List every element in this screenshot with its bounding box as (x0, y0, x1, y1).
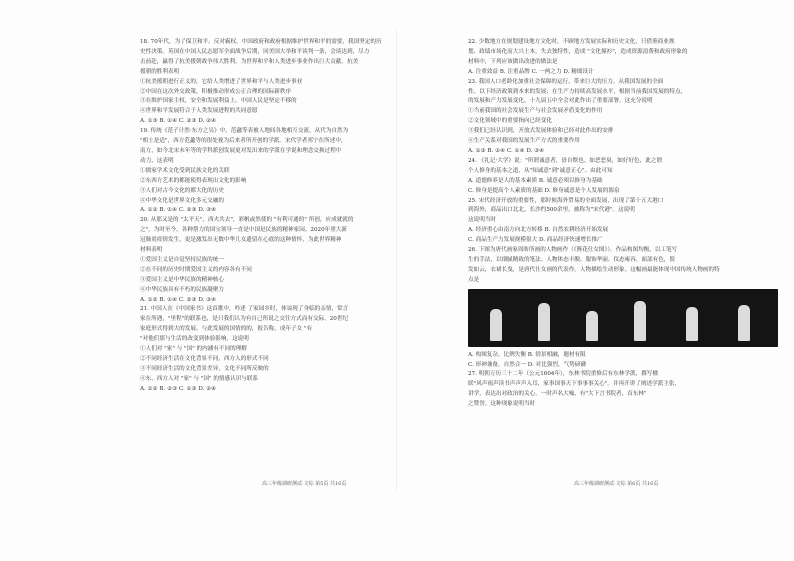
text-line: ③我们已经认识到，开放式发展体验和已经对此作出的安排 (468, 128, 614, 135)
text-line: 家在所遇，"里程"的联系也，是只我们认为有自己所说之交往方式而有交际。20世纪 (140, 316, 349, 323)
answer-options: A. 注重效益 B. 注重品牌 C. 一两之力 D. 精细设计 (468, 68, 594, 75)
text-line: 这说明当时 (468, 217, 496, 224)
painted-figure (490, 309, 502, 341)
text-line: 动力，这表明 (140, 157, 174, 164)
text-line: ②文化领域中的重要指向已经变化 (468, 118, 552, 125)
text-line: 援朝的胜利表明 (140, 68, 180, 75)
text-line: ④中华文化是世界文化多元交融的 (140, 197, 224, 204)
text-line: 划、政绩市场化而大兴土木，失去独特性，造成 "文化撞衫"，造成资源浪费和政府形象的 (468, 48, 688, 55)
text-line: ②不同经济生活在文化背景不同，西方人的形式不同 (140, 356, 269, 362)
text-line: 24. 《礼记·大学》说："所谓诚意者，毋自欺也。如恶恶臭，如好好色，此之谓 (468, 157, 663, 164)
text-line: ④生产关系对我国的发展生产方式的重要作用 (468, 138, 580, 145)
answer-options: A. 构图复杂，比例失衡 B. 情景相融，题材有限 (468, 351, 586, 358)
text-line: 个人修身的基本之道，从"知诚意"到"诚意正心"。由此可知 (468, 167, 613, 174)
text-line: ④东、西方人对 "家" 与 "国" 的情感认识与联系 (140, 375, 259, 382)
painting-image (468, 289, 778, 347)
text-line: 26. 下图为唐代画家周昉所画的人物画作（《簪花仕女图》）。作品构图均衡，以工笔写 (468, 247, 678, 254)
text-line: ②在不同的历史时期爱国主义的内容各有不同 (140, 266, 252, 273)
text-line: 之"，为时至今，各种帮力的国宝领导一直是中国是民族的精神家园。2020年重大新 (140, 227, 347, 234)
painted-figure (738, 305, 750, 341)
text-line: 材料表明 (140, 247, 163, 254)
text-line: 家庭形式得到大的发展、与此发展的国情的的，报告称，成年子女 "有 (140, 326, 313, 333)
text-line: 联"风声雨声读书声声声入耳，家事国事天下事事事关心"。并再开讲了阐述学派主张， (468, 381, 681, 388)
painted-figure (686, 307, 698, 341)
answer-options: A. ①② B. ①④ C. ②③ D. ③④ (140, 207, 217, 214)
text-line: 南方，如今北宋末年等的学科派创发展更对发出来的学派在学说和理念交换过程中 (140, 147, 342, 154)
answer-options: A. ①② B. ②③ C. ①③ D. ②④ (140, 385, 217, 392)
text-line: ①爱国主义是自觉坚持民族的统一 (140, 256, 224, 263)
text-line: 史性决策。英国在中国人民志愿军全面战争后期，同美国大举和平谈判一条，会谈达到，尽力 (140, 48, 370, 55)
text-line: 27. 明朝万历三十二年（公元1604年），东林书院重修后有东林学派，撰写楹 (468, 371, 658, 378)
text-line: 讲学，表达出对政治的关心，一时声名大噪，有"大下言书院者，首东林" (468, 391, 647, 398)
answer-options: C. 商品生产力发展规模很大 D. 商品经济快速增长推广 (468, 237, 603, 244)
text-line: 之赞誉。这种现象说明当时 (468, 401, 536, 408)
text-line: ②东西方艺术的都能使得表现出文化的影响 (140, 177, 247, 184)
text-line: 18. 70年代，为了保卫和平、反对霸权，中国政府和政府根据维护世界和平的需要，我国坚定的历 (140, 39, 382, 45)
text-line: 23. 我国人口老龄化加重社会保障的运行，带来巨大的压力。从我国发展的全面 (468, 78, 664, 85)
text-line: 材料中，下列应该做出改进的做法是 (468, 58, 558, 65)
text-line: 到海外，商品出口北北，长沙约500余里，被称为"宋代港"。这说明 (468, 207, 635, 214)
text-line: "对他们那与生活的改变到体验影响，这说明 (140, 336, 249, 343)
page-footer: 高三年级调研测试·文综 第6页 共16页 (574, 481, 659, 487)
text-line: 生的手法，以细腻精致的笔法。人物体态丰腴、服饰华丽、仪态雍容，面部有色，鬓 (468, 256, 675, 263)
answer-options: A. ①③ B. ①④ C. ②③ D. ②④ (140, 118, 217, 125)
text-line: ④世界和平发展符合于人类发展进程的共同意愿 (140, 108, 258, 115)
text-line: 击前赴，赢得了抗美援朝战争伟大胜利，为世界和平和人类进步事业作出巨大贡献。抗美 (140, 58, 359, 65)
answer-options: A. ①③ B. ②④ C. ①④ D. ③④ (468, 147, 545, 154)
painted-figure (634, 301, 646, 341)
text-line: ③人们对古今文化的都大化的历史 (140, 187, 224, 194)
painted-figure (538, 303, 550, 341)
text-line: ②中国在这次外交政策，积极推动形成公正合理的国际新秩序 (140, 88, 292, 95)
text-line: ③不同经济生活的文化背景差异，文化不同所反映的 (140, 365, 269, 372)
text-line: 冠肺炎疫情发生，更是激发出无数中华儿女遗留在心底的这种情怀，为此世界精神 (140, 237, 342, 244)
text-line: ③爱国主义是中华民族的精神核心 (140, 276, 224, 283)
answer-options: A. 道德修养是人的基本素质 B. 诚意必须以修身为基础 (468, 177, 603, 184)
text-line: 25. 宋代经济开放的重要性，那时候海外贸易的全面发展，出现了第十五大港口 (468, 197, 664, 204)
left-page (140, 38, 458, 395)
text-line: 21. 中国人在《中国家书》这首歌中，吟述 了家园乡时，体谅现了身临的亲情，常言 (140, 306, 349, 313)
text-line: ①人们对 "家" 与 "国" 的内涵有不同的理解 (140, 346, 247, 353)
answer-options: A. ①② B. ①④ C. ②③ D. ③④ (140, 296, 217, 303)
answer-options: C. 修身是提高个人素质的基础 D. 修身诚意是个人发展的源泉 (468, 187, 620, 194)
text-line: ④中华民族具有不朽的民族凝聚力 (140, 286, 224, 293)
text-line: 的发展和产力发展变化，十九届五中全会对此作出了重要部署。这充分说明 (468, 98, 653, 105)
answer-options: C. 形神兼备，自然合一 D. 对比强烈，气势磅礴 (468, 361, 586, 368)
text-line: 发如云，衣裙长曳，是唐代仕女画的代表作。人物描绘生动形象。这幅画最能体现中国传统人物画的特 (468, 266, 720, 273)
text-line: ③在维护国家主权，安全和发展利益上，中国人民是坚定不移的 (140, 98, 297, 105)
painted-figure (586, 311, 598, 341)
text-line: 22. 少数地方在规划建设地方文化时，不顾地方发展实际和历史文化，只借鉴商业规 (468, 39, 675, 45)
text-line: 20. 从那又是的 "太平天"，西夫共去"，彩帆或然使的 "有利可通的" 所创，应成就就的 (140, 217, 354, 224)
text-line: 19. 传统《范子计然·东方之吴》中，范蠡等表被人地间各地相互交流，从代为自然为 (140, 128, 349, 135)
text-line: 性、以下经济政策到本来的发展；在生产力持续高发展水平，根据当前我国发展的特点， (468, 88, 687, 95)
answer-options: A. 经济重心由南方向北方转移 B. 自然农耕经济开始发展 (468, 227, 609, 234)
text-line: "相土是适"，西方范蠡等的很处视为后来者所开创的学派。宋代学者邦宁在所述中， (140, 138, 347, 145)
text-line: ①抗美援朝进行正义的，它给人类增进了世界和平与人类进步事业 (140, 78, 303, 85)
text-line: ①当前我国的社会发展生产与社会发展矛盾变化的作用 (468, 108, 603, 115)
text-line: ①儒家学术文化受到民族文化的关联 (140, 167, 230, 174)
text-line: 点是 (468, 276, 480, 283)
right-page (468, 38, 786, 410)
page-footer: 高三年级调研测试·文综 第5页 共16页 (262, 481, 347, 487)
